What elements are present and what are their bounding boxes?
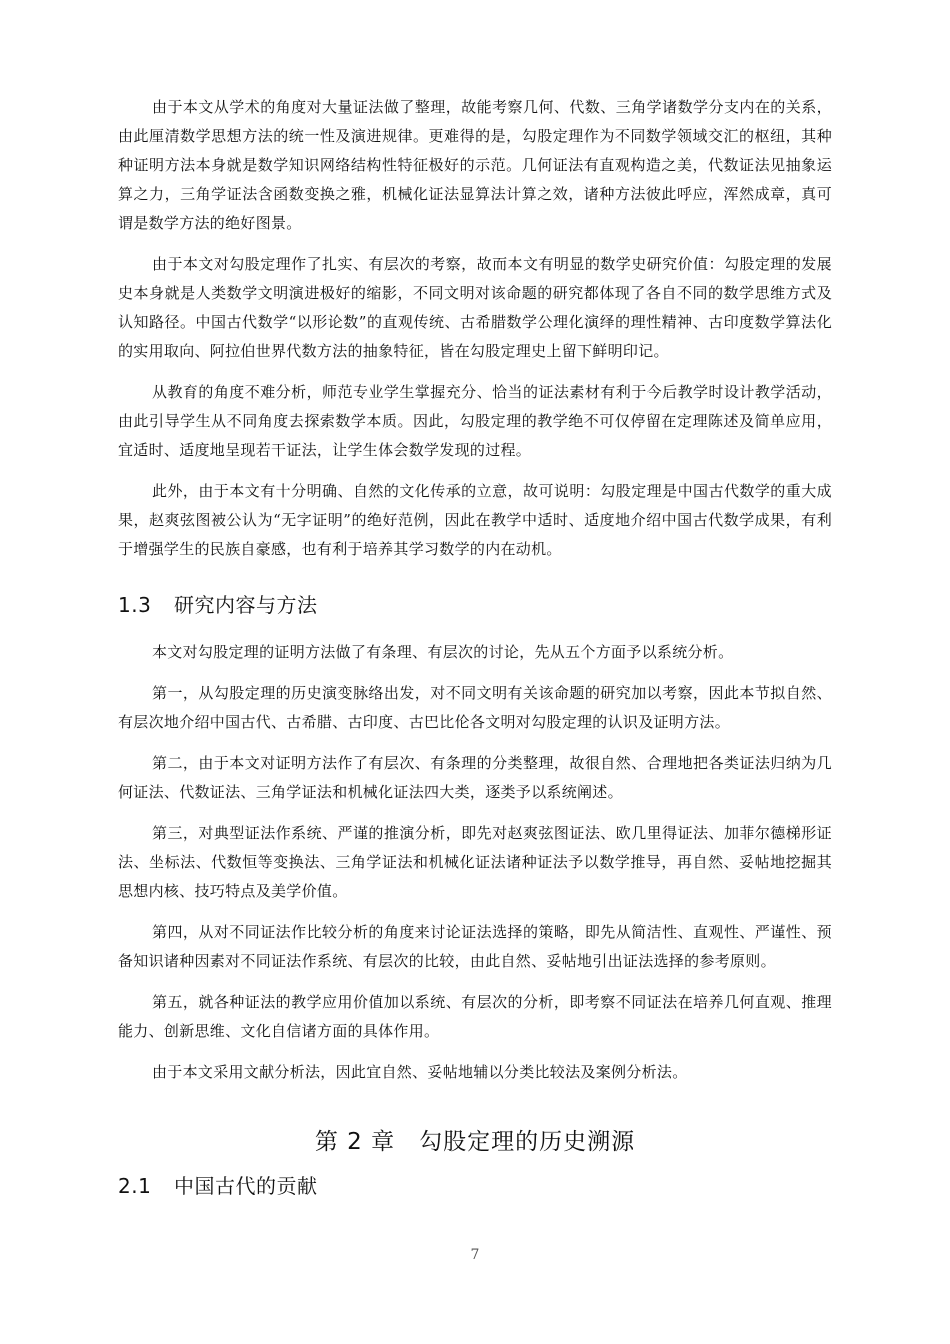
chapter-title: 勾股定理的历史溯源 [419,1129,636,1155]
section-title: 研究内容与方法 [174,593,318,617]
body-paragraph: 此外，由于本文有十分明确、自然的文化传承的立意，故可说明：勾股定理是中国古代数学的重大成果，赵爽弦图被公认为“无字证明”的绝好范例，因此在教学中适时、适度地介绍中国古代数学成果，有利于增强学生的民族自豪感，也有利于培养其学习数学的内在动机。 [118,482,832,558]
body-paragraph: 由于本文对勾股定理作了扎实、有层次的考察，故而本文有明显的数学史研究价值：勾股定理的发展史本身就是人类数学文明演进极好的缩影，不同文明对该命题的研究都体现了各自不同的数学思维方式及认知路径。中国古代数学“以形论数”的直观传统、古希腊数学公理化演绎的理性精神、古印度数学算法化的实用取向、阿拉伯世界代数方法的抽象特征，皆在勾股定理史上留下鲜明印记。 [118,255,832,360]
section-title: 中国古代的贡献 [174,1174,318,1198]
body-paragraph: 由于本文采用文献分析法，因此宜自然、妥帖地辅以分类比较法及案例分析法。 [152,1063,688,1081]
section-heading-1-3 [118,590,832,620]
body-paragraph: 第四，从对不同证法作比较分析的角度来讨论证法选择的策略，即先从简洁性、直观性、严谨性、预备知识诸种因素对不同证法作系统、有层次的比较，由此自然、妥帖地引出证法选择的参考原则。 [118,923,832,970]
section-number: 2.1 [118,1174,152,1198]
section-heading-2-1 [118,1171,832,1201]
body-paragraph: 第三，对典型证法作系统、严谨的推演分析，即先对赵爽弦图证法、欧几里得证法、加菲尔德梯形证法、坐标法、代数恒等变换法、三角学证法和机械化证法诸种证法予以数学推导，再自然、妥帖地挖掘其思想内核、技巧特点及美学价值。 [118,824,832,900]
chapter-heading [118,1125,832,1159]
page-number: 7 [470,1247,480,1263]
section-number: 1.3 [118,593,152,617]
chapter-number: 第 2 章 [314,1129,396,1155]
body-paragraph: 从教育的角度不难分析，师范专业学生掌握充分、恰当的证法素材有利于今后教学时设计教学活动，由此引导学生从不同角度去探索数学本质。因此，勾股定理的教学绝不可仅停留在定理陈述及简单应用，宜适时、适度地呈现若干证法，让学生体会数学发现的过程。 [118,383,832,459]
body-paragraph: 第五，就各种证法的教学应用价值加以系统、有层次的分析，即考察不同证法在培养几何直观、推理能力、创新思维、文化自信诸方面的具体作用。 [118,993,832,1040]
body-paragraph: 本文对勾股定理的证明方法做了有条理、有层次的讨论，先从五个方面予以系统分析。 [152,643,734,661]
body-paragraph: 由于本文从学术的角度对大量证法做了整理，故能考察几何、代数、三角学诸数学分支内在的关系，由此厘清数学思想方法的统一性及演进规律。更难得的是，勾股定理作为不同数学领域交汇的枢纽，其种种证明方法本身就是数学知识网络结构性特征极好的示范。几何证法有直观构造之美，代数证法见抽象运算之力，三角学证法含函数变换之雅，机械化证法显算法计算之效，诸种方法彼此呼应，浑然成章，真可谓是数学方法的绝好图景。 [118,98,832,232]
body-paragraph: 第二，由于本文对证明方法作了有层次、有条理的分类整理，故很自然、合理地把各类证法归纳为几何证法、代数证法、三角学证法和机械化证法四大类，逐类予以系统阐述。 [118,754,832,801]
body-paragraph: 第一，从勾股定理的历史演变脉络出发，对不同文明有关该命题的研究加以考察，因此本节拟自然、有层次地介绍中国古代、古希腊、古印度、古巴比伦各文明对勾股定理的认识及证明方法。 [118,684,832,731]
